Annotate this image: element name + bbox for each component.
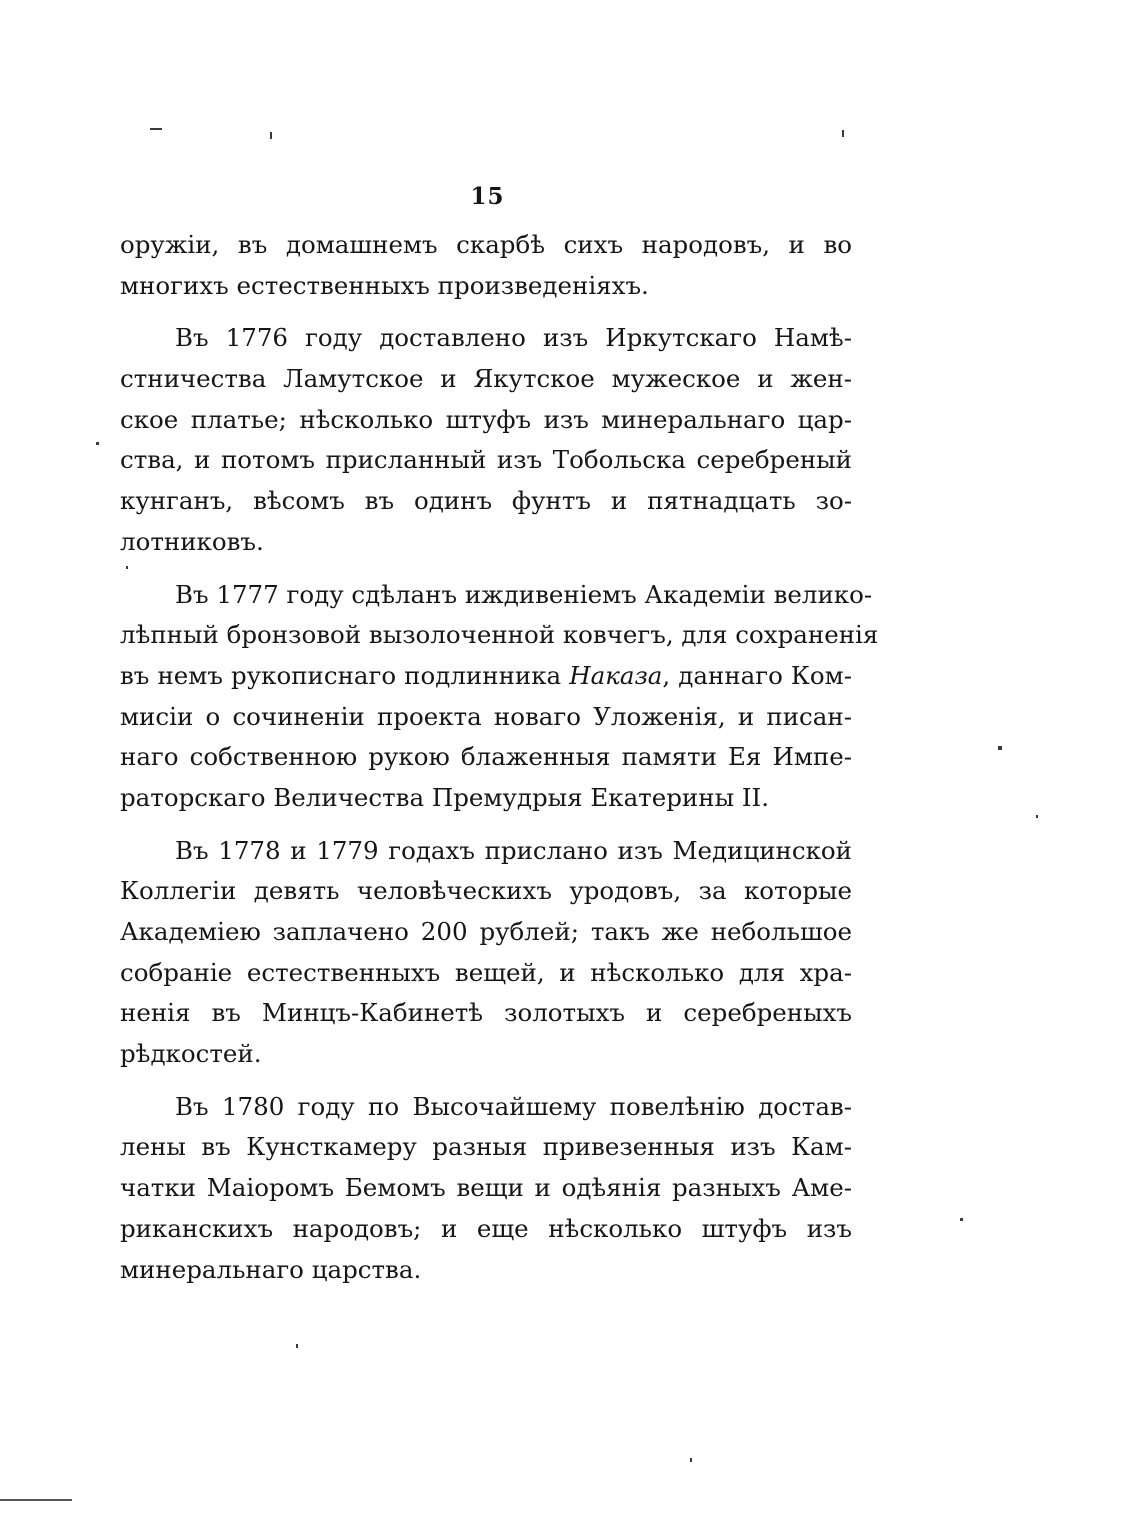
scan-speck [998, 746, 1002, 750]
scan-speck [296, 1344, 298, 1348]
scan-speck [690, 1458, 692, 1462]
scan-speck [126, 566, 128, 569]
scan-speck [1036, 815, 1038, 818]
text-line: Въ 1777 году сдѣланъ иждивеніемъ Академіи велико- [175, 579, 873, 609]
scan-speck [842, 130, 844, 137]
paragraph-2 [120, 318, 852, 562]
text-line: собраніе естественныхъ вещей, и нѣсколько для хра- [120, 957, 852, 987]
scan-speck [960, 1218, 963, 1221]
scan-speck [270, 132, 272, 139]
text-line: раторскаго Величества Премудрыя Екатерины II. [120, 782, 770, 812]
text-line: Въ 1780 году по Высочайшему повелѣнію достав- [175, 1091, 852, 1121]
italic-title-word: Наказа [569, 660, 663, 690]
text-line: многихъ естественныхъ произведеніяхъ. [120, 270, 649, 300]
text-line: риканскихъ народовъ; и еще нѣсколько штуфъ изъ [120, 1213, 852, 1243]
text-line: ское платье; нѣсколько штуфъ изъ минеральнаго цар- [120, 404, 852, 434]
paragraph-1 [120, 225, 852, 306]
text-line: лотниковъ. [120, 526, 264, 556]
scan-speck [96, 442, 99, 445]
text-line: ства, и потомъ присланный изъ Тобольска серебреный [120, 445, 852, 475]
text-line: оружіи, въ домашнемъ скарбѣ сихъ народовъ, и во [120, 230, 852, 259]
scan-speck [150, 128, 162, 130]
text-line: лены въ Кунсткамеру разныя привезенныя изъ Кам- [120, 1132, 852, 1162]
text-line: Въ 1776 году доставлено изъ Иркутскаго Намѣ- [175, 323, 852, 353]
scan-edge-mark [0, 1499, 72, 1501]
text-line: мисіи о сочиненіи проекта новаго Уложенія, и писан- [120, 701, 852, 731]
text-line: чатки Маіоромъ Бемомъ вещи и одѣянія разныхъ Аме- [120, 1173, 852, 1203]
body-text [120, 225, 879, 1302]
text-line: кунганъ, вѣсомъ въ одинъ фунтъ и пятнадцать зо- [120, 486, 852, 516]
text-line: стничества Ламутское и Якутское мужеское и жен- [120, 364, 852, 394]
paragraph-4 [120, 831, 852, 1075]
text-line: Въ 1778 и 1779 годахъ прислано изъ Медицинской [175, 835, 852, 865]
text-line: ненія въ Минцъ-Кабинетѣ золотыхъ и серебреныхъ [120, 998, 852, 1028]
paragraph-3 [120, 575, 879, 819]
page-number: 15 [470, 183, 505, 210]
text-line: Академіею заплачено 200 рублей; такъ же небольшое [120, 917, 852, 946]
text-line: рѣдкостей. [120, 1039, 262, 1069]
text-line: Коллегіи девять человѣческихъ уродовъ, за которые [120, 876, 852, 906]
text-line: лѣпный бронзовой вызолоченной ковчегъ, для сохраненія [120, 620, 879, 650]
text-line: въ немъ рукописнаго подлинника Наказа, даннаго Ком- [120, 660, 852, 690]
text-line: минеральнаго царства. [120, 1254, 422, 1284]
paragraph-5 [120, 1087, 852, 1290]
text-line: наго собственною рукою блаженныя памяти Ея Импе- [120, 742, 852, 772]
